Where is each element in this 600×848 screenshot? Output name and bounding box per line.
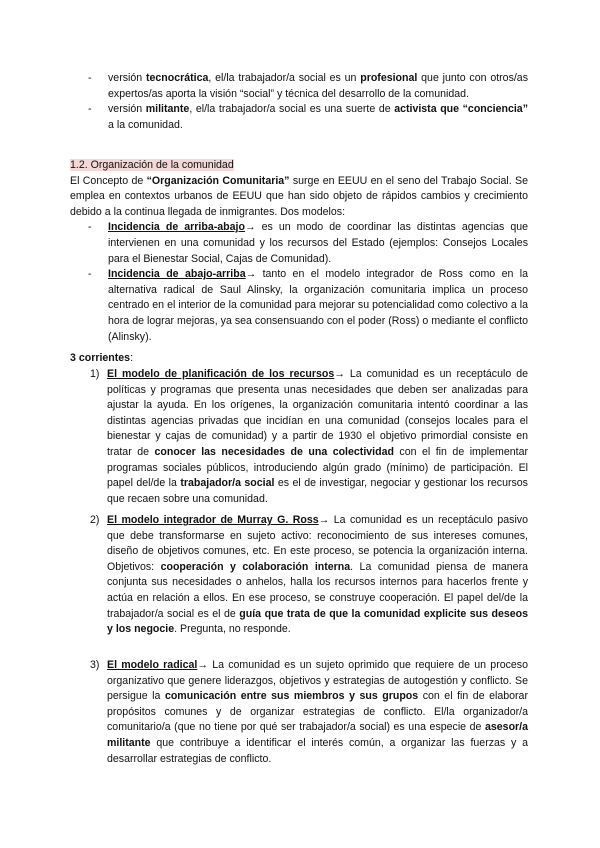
list-item: - versión tecnocrática, el/la trabajador/a social es un profesional que junto con otros/as expertos/as aporta la visión “social” y técnica del desarrollo de la comunidad.: [88, 72, 528, 100]
item-number: 2): [90, 514, 100, 526]
corriente-1: [70, 367, 528, 507]
dash-bullet: -: [88, 268, 92, 281]
section-heading: 1.2. Organización de la comunidad: [70, 159, 234, 171]
list-item: - Incidencia de abajo-arriba→ tanto en el modelo integrador de Ross como en la alternativa radical de Saul Alinsky, la organización comunitaria implica un proceso centrado en el interior de la comunidad para mejorar su potencialidad como colectivo a la hora de lograr mejoras, ya sea consensuando con el poder (Ross) o mediante el conflicto (Alinsky).: [88, 268, 529, 343]
section-organizacion: [70, 158, 528, 345]
corriente-3: [70, 658, 528, 767]
list-item: 3) El modelo radical→ La comunidad es un sujeto oprimido que requiere de un proceso organizativo que genere liderazgos, objetivos y estrategias de autogestión y conflicto. Se persigue la comunicación entre sus miembros y sus grupos con el fin de elaborar propósitos comunes y de organizar estrategias de conflicto. El/la organizador/a comunitario/a (que no tiene por qué ser trabajador/a social) es una especie de asesor/a militante que contribuye a identificar el interés común, a organizar las fuerzas y a desarrollar estrategias de conflicto.: [90, 659, 528, 765]
list-item: - versión militante, el/la trabajador/a social es una suerte de activista que “conciencia” a la comunidad.: [88, 103, 528, 131]
dash-bullet: -: [88, 221, 92, 234]
models-list: [88, 220, 528, 345]
list-item: 1) El modelo de planificación de los recursos→ La comunidad es un receptáculo de políticas y programas que presenta unas necesidades que deben ser analizadas para ajustar la ayuda. En los orígenes, la organización comunitaria intentó coordinar a las distintas agencias privadas que incidían en una comunidad (consejos locales para el bienestar y cajas de comunidad) y a partir de 1930 el objetivo primordial consiste en tratar de conocer las necesidades de una colectividad con el fin de implementar programas sociales públicos, introduciendo algún grado (mínimo) de participación. El papel del/de la trabajador/a social es el de investigar, negociar y gestionar los recursos que recaen sobre una comunidad.: [90, 368, 528, 505]
corrientes-heading: 3 corrientes:: [70, 352, 134, 364]
section-intro: El Concepto de “Organización Comunitaria” surge en EEUU en el seno del Trabajo Social. Se emplea en contextos urbanos de EEUU que han sido objeto de rápidos cambios y crecimiento debido a la continua llegada de inmigrantes. Dos modelos:: [70, 174, 528, 218]
list-item: - Incidencia de arriba-abajo→ es un modo de coordinar las distintas agencias que intervienen en una comunidad y los recursos del Estado (ejemplos: Consejos Locales para el Bienestar Social, Cajas de Comunidad).: [88, 221, 528, 265]
item-number: 1): [90, 368, 100, 380]
item-number: 3): [90, 659, 100, 671]
top-bullet-list: [88, 71, 528, 133]
dash-bullet: -: [88, 72, 92, 84]
corriente-2: [70, 513, 528, 638]
list-item: 2) El modelo integrador de Murray G. Ross→ La comunidad es un receptáculo pasivo que debe transformarse en sujeto activo: reconocimiento de sus intereses comunes, diseño de objetivos comunes, etc. En este proceso, se potencia la organización interna. Objetivos: cooperación y colaboración interna. La comunidad piensa de manera conjunta sus necesidades o anhelos, halla los recursos internos para hacerlos frente y actúa en relación a ellos. En ese proceso, se construye cooperación. El papel del/de la trabajador/a social es el de guía que trata de que la comunidad explicite sus deseos y los negocie. Pregunta, no responde.: [90, 514, 528, 636]
dash-bullet: -: [88, 103, 92, 116]
